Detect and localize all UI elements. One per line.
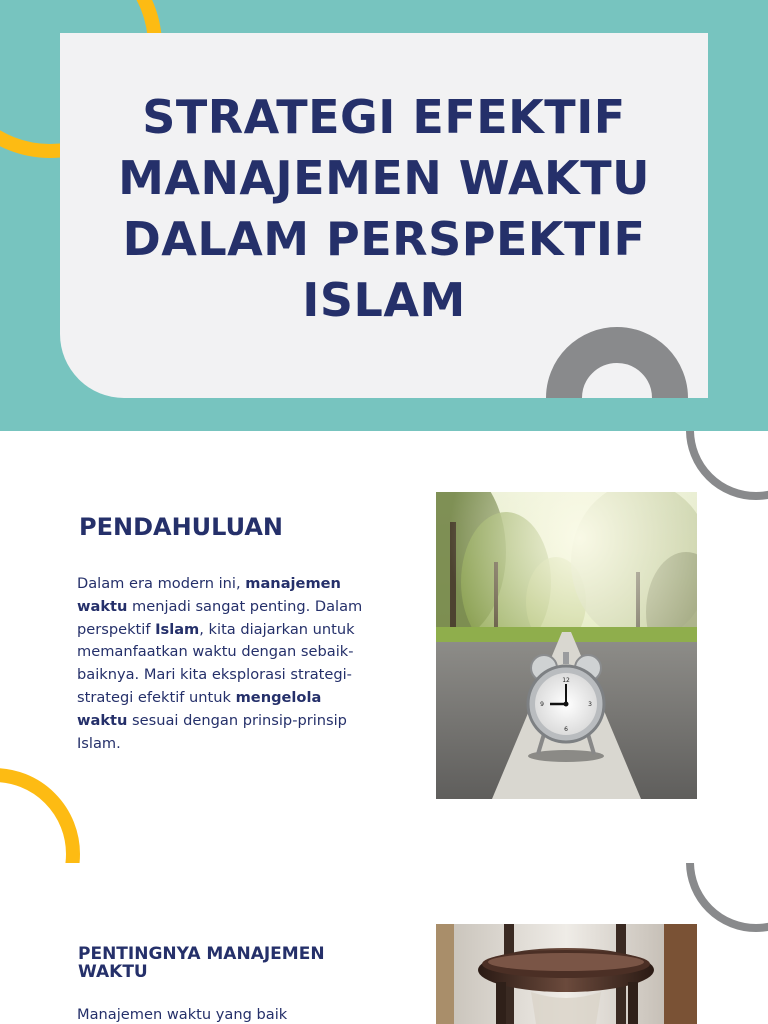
title-line: MANAJEMEN WAKTU <box>118 151 650 205</box>
svg-text:6: 6 <box>564 726 568 733</box>
title-line: ISLAM <box>302 273 466 327</box>
svg-text:12: 12 <box>562 677 570 684</box>
importance-paragraph: Manajemen waktu yang baik <box>77 1006 288 1023</box>
bold-phrase: manajemen waktu <box>77 575 341 615</box>
intro-paragraph <box>77 573 367 755</box>
importance-heading: PENTINGNYA MANAJEMEN WAKTU <box>78 944 325 982</box>
bold-phrase: mengelola waktu <box>77 688 322 729</box>
title-card <box>60 33 708 398</box>
header-band <box>0 0 768 431</box>
gray-arc-decoration <box>686 792 768 932</box>
text-run: Dalam era modern ini, <box>77 575 246 592</box>
page-title <box>60 87 708 331</box>
svg-text:9: 9 <box>540 701 544 708</box>
bold-phrase: Islam <box>155 620 200 638</box>
svg-text:3: 3 <box>588 701 592 708</box>
title-line: DALAM PERSPEKTIF <box>122 212 646 266</box>
hourglass-photo <box>436 924 697 1024</box>
alarm-clock-photo <box>436 492 697 799</box>
gray-ring-decoration <box>546 327 688 398</box>
yellow-arc-decoration <box>0 768 80 940</box>
text-run: , kita diajarkan untuk memanfaatkan waktu dengan sebaik-baiknya. Mari kita eksplorasi strategi-strategi efektif untuk <box>77 620 355 706</box>
title-line: STRATEGI EFEKTIF <box>142 90 626 144</box>
intro-heading: PENDAHULUAN <box>79 513 283 541</box>
text-run: sesuai dengan prinsip-prinsip Islam. <box>77 711 347 752</box>
text-run: menjadi sangat penting. Dalam perspektif <box>77 597 363 638</box>
